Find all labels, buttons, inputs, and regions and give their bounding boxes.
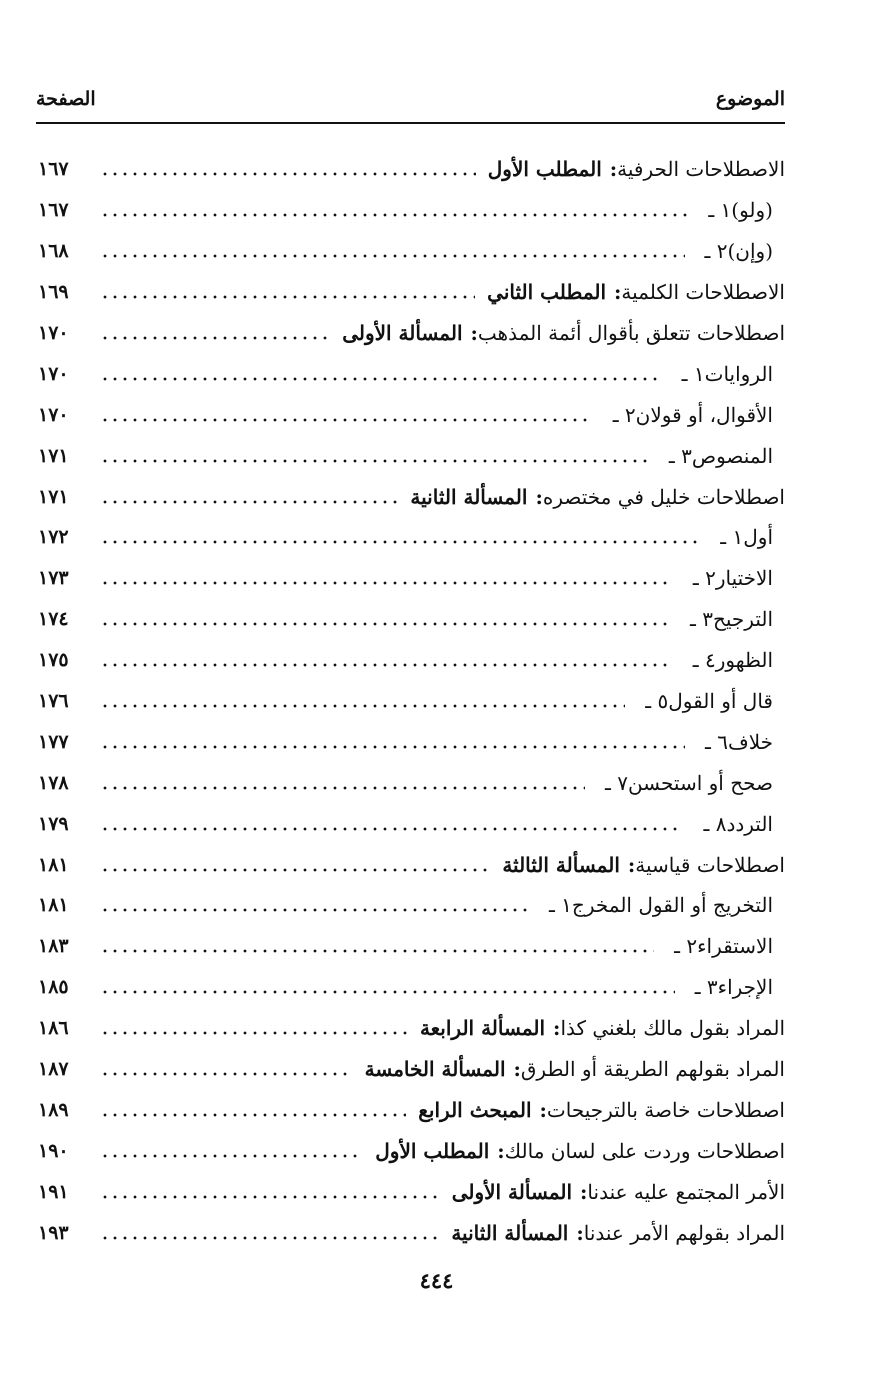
- toc-page-number: ١٧١: [38, 444, 69, 467]
- toc-entry: [410, 485, 785, 509]
- toc-entry-title: قال أو القول: [668, 689, 773, 714]
- toc-entry-title: أول: [743, 525, 773, 550]
- toc-row: [38, 435, 785, 476]
- toc-entry: [712, 525, 785, 549]
- dot-leader: [100, 212, 688, 218]
- toc-entry-title: الأمر المجتمع عليه عندنا: [587, 1179, 785, 1204]
- toc-entry-label: المسألة الثانية: [410, 484, 528, 509]
- toc-entry: [695, 812, 785, 836]
- toc-entry: [605, 403, 785, 427]
- toc-row: [38, 1008, 785, 1049]
- toc-entry-label: المسألة الأولى: [342, 321, 463, 345]
- toc-entry-title: الاصطلاحات الحرفية: [617, 157, 785, 182]
- toc-page-number: ١٧٨: [38, 771, 69, 794]
- toc-entry-title: (ولو): [731, 198, 773, 223]
- toc-entry: [661, 444, 785, 468]
- toc-entry: [674, 362, 785, 386]
- toc-entry-title: المراد بقولهم الطريقة أو الطرق: [520, 1057, 785, 1082]
- toc-row: [38, 272, 785, 313]
- toc-entry: [502, 853, 785, 877]
- toc-page-number: ١٨٦: [38, 1017, 69, 1040]
- toc-entry-title: صحح أو استحسن: [627, 770, 773, 795]
- toc-row: [38, 885, 785, 926]
- toc-entry: [488, 157, 785, 181]
- toc-entry: [452, 1180, 785, 1204]
- toc-entry-title: المراد بقول مالك بلغني كذا: [560, 1016, 785, 1041]
- dot-leader: [100, 1194, 440, 1200]
- toc-row: [38, 967, 785, 1008]
- toc-entry-title: الترجيح: [712, 607, 773, 632]
- dot-leader: [100, 989, 675, 995]
- label-colon: :: [539, 1097, 547, 1122]
- toc-header: [36, 84, 785, 124]
- toc-entry: [418, 1098, 785, 1122]
- toc-entry-title: الإجراء: [717, 975, 773, 1000]
- toc-entry-number: ٢ ـ: [704, 239, 728, 264]
- toc-row: [38, 190, 785, 231]
- toc-entry-label: المطلب الثاني: [487, 280, 607, 305]
- toc-entry-number: ١ ـ: [681, 361, 705, 386]
- toc-entry-number: ٣ ـ: [690, 607, 713, 632]
- toc-entry: [365, 1057, 785, 1081]
- toc-entry-label: المطلب الأول: [487, 157, 602, 182]
- toc-entry-title: الاصطلاحات الكلمية: [621, 280, 785, 305]
- toc-row: [38, 476, 785, 517]
- toc-row: [38, 558, 785, 599]
- toc-page-number: ١٧٧: [38, 730, 69, 753]
- dot-leader: [100, 1112, 406, 1118]
- dot-leader: [100, 171, 476, 177]
- toc-entry: [375, 1139, 785, 1163]
- toc-page-number: ١٧٠: [38, 362, 69, 385]
- toc-entry-title: (وإن): [727, 239, 773, 264]
- toc-page-number: ١٦٧: [38, 199, 69, 222]
- dot-leader: [100, 294, 475, 300]
- label-colon: :: [627, 852, 636, 877]
- toc-entry-number: ٨ ـ: [703, 811, 727, 836]
- dot-leader: [100, 744, 685, 750]
- toc-entry-number: ٧ ـ: [604, 770, 628, 795]
- toc-row: [38, 681, 785, 722]
- label-colon: :: [614, 280, 622, 305]
- label-colon: :: [470, 321, 478, 345]
- toc-entry-title: اصطلاحات قياسية: [635, 852, 785, 877]
- dot-leader: [100, 376, 662, 382]
- toc-entry: [597, 771, 785, 795]
- toc-page-number: ١٨٣: [38, 935, 69, 958]
- toc-page-number: ١٧٠: [38, 322, 69, 344]
- toc-page-number: ١٦٨: [38, 240, 69, 263]
- toc-entry-label: المسألة الأولى: [451, 1179, 573, 1204]
- dot-leader: [100, 703, 625, 709]
- dot-leader: [100, 621, 670, 627]
- page-number: ٤٤٤: [419, 1268, 454, 1293]
- label-colon: :: [553, 1016, 561, 1041]
- dot-leader: [100, 1153, 363, 1159]
- toc-row: [38, 1171, 785, 1212]
- dot-leader: [100, 335, 330, 341]
- toc-entry: [682, 607, 785, 631]
- toc-entry: [541, 893, 785, 917]
- toc-page-number: ١٧٣: [38, 567, 69, 590]
- toc-row: [38, 926, 785, 967]
- toc-entry-title: اصطلاحات خاصة بالترجيحات: [546, 1097, 785, 1122]
- dot-leader: [100, 580, 673, 586]
- label-colon: :: [576, 1220, 584, 1245]
- toc-entry: [451, 1221, 785, 1245]
- toc-row: [38, 1212, 785, 1253]
- toc-entry-title: الأقوال، أو قولان: [635, 402, 773, 427]
- dot-leader: [100, 499, 398, 505]
- toc-entry-number: ٢ ـ: [674, 934, 698, 959]
- toc-entry-label: المسألة الرابعة: [419, 1016, 546, 1041]
- toc-entry: [487, 280, 785, 304]
- dot-leader: [100, 907, 529, 913]
- toc-entry-title: الظهور: [715, 648, 773, 673]
- toc-page-number: ١٧٥: [38, 649, 69, 672]
- label-colon: :: [580, 1179, 588, 1204]
- toc-page-number: ١٨٧: [38, 1058, 69, 1081]
- toc-list: [38, 149, 785, 1253]
- toc-entry-title: المراد بقولهم الأمر عندنا: [583, 1220, 785, 1245]
- dot-leader: [100, 785, 585, 791]
- toc-entry-title: اصطلاحات وردت على لسان مالك: [504, 1138, 785, 1163]
- toc-entry-label: المسألة الثالثة: [502, 852, 620, 877]
- toc-row: [38, 721, 785, 762]
- toc-page-number: ١٩٣: [38, 1221, 69, 1244]
- toc-entry-number: ١ ـ: [548, 893, 572, 918]
- toc-page-number: ١٨١: [38, 894, 69, 917]
- toc-entry: [697, 730, 785, 754]
- toc-entry: [685, 648, 785, 672]
- toc-row: [38, 1049, 785, 1090]
- toc-row: [38, 844, 785, 885]
- dot-leader: [100, 1071, 353, 1077]
- toc-page-number: ١٧١: [38, 485, 69, 508]
- dot-leader: [100, 867, 490, 873]
- toc-entry-number: ٥ ـ: [645, 689, 669, 714]
- toc-entry-title: الاختيار: [715, 566, 773, 591]
- label-colon: :: [497, 1138, 505, 1163]
- toc-page-number: ١٧٩: [38, 812, 69, 835]
- toc-row: [38, 803, 785, 844]
- dot-leader: [100, 253, 685, 259]
- toc-row: [38, 640, 785, 681]
- toc-entry: [637, 689, 785, 713]
- toc-entry-label: المسألة الخامسة: [364, 1057, 506, 1082]
- toc-entry-number: ٣ ـ: [668, 443, 692, 468]
- toc-entry: [685, 566, 785, 590]
- label-colon: :: [535, 484, 543, 509]
- dot-leader: [100, 417, 593, 423]
- toc-entry-label: المبحث الرابع: [418, 1097, 532, 1122]
- toc-entry-title: التخريج أو القول المخرج: [571, 893, 773, 918]
- toc-entry-number: ٣ ـ: [694, 975, 718, 1000]
- toc-entry-title: المنصوص: [691, 443, 773, 468]
- toc-row: [38, 599, 785, 640]
- toc-row: [38, 1089, 785, 1130]
- toc-entry-number: ١ ـ: [708, 198, 732, 223]
- toc-entry: [697, 239, 785, 263]
- label-colon: :: [513, 1057, 521, 1082]
- toc-page-number: ١٧٠: [38, 403, 69, 426]
- dot-leader: [100, 948, 654, 954]
- toc-page-number: ١٩١: [38, 1180, 69, 1203]
- toc-entry-number: ٢ ـ: [612, 402, 636, 427]
- toc-row: [38, 353, 785, 394]
- toc-row: [38, 149, 785, 190]
- toc-entry: [700, 198, 785, 222]
- toc-page-number: ١٨٥: [38, 976, 69, 999]
- toc-page-number: ١٦٧: [38, 158, 69, 181]
- toc-entry: [420, 1016, 785, 1040]
- toc-page-number: ١٨١: [38, 853, 69, 876]
- toc-row: [38, 231, 785, 272]
- dot-leader: [100, 662, 673, 668]
- toc-entry-title: اصطلاحات خليل في مختصره: [542, 484, 785, 509]
- toc-entry-title: اصطلاحات تتعلق بأقوال أئمة المذهب: [477, 321, 785, 345]
- toc-entry-number: ٦ ـ: [705, 729, 728, 754]
- dot-leader: [100, 1235, 439, 1241]
- toc-row: [38, 313, 785, 354]
- topic-column-heading: الموضوع: [715, 88, 785, 110]
- toc-row: [38, 394, 785, 435]
- toc-entry-title: التردد: [726, 811, 773, 836]
- toc-entry: [342, 321, 785, 345]
- toc-row: [38, 1130, 785, 1171]
- dot-leader: [100, 539, 700, 545]
- toc-row: [38, 762, 785, 803]
- toc-page-number: ١٧٢: [38, 526, 69, 549]
- toc-entry-title: الاستقراء: [697, 934, 773, 959]
- label-colon: :: [609, 157, 618, 182]
- dot-leader: [100, 458, 649, 464]
- toc-entry: [687, 975, 785, 999]
- toc-page-number: ١٧٤: [38, 608, 69, 631]
- toc-page-number: ١٩٠: [38, 1139, 69, 1162]
- toc-page-number: ١٦٩: [38, 281, 69, 304]
- toc-entry-label: المسألة الثانية: [451, 1220, 569, 1245]
- toc-entry-label: المطلب الأول: [375, 1138, 490, 1163]
- page-column-heading: الصفحة: [36, 88, 96, 110]
- toc-entry-number: ٤ ـ: [692, 648, 716, 673]
- toc-page-number: ١٧٦: [38, 690, 69, 713]
- dot-leader: [100, 826, 683, 832]
- toc-entry-title: الروايات: [704, 361, 773, 386]
- toc-row: [38, 517, 785, 558]
- toc-page-number: ١٨٩: [38, 1098, 69, 1121]
- toc-entry: [666, 934, 785, 958]
- toc-entry-title: خلاف: [727, 729, 773, 754]
- toc-entry-number: ١ ـ: [720, 525, 744, 550]
- toc-entry-number: ٢ ـ: [692, 566, 716, 591]
- dot-leader: [100, 1030, 408, 1036]
